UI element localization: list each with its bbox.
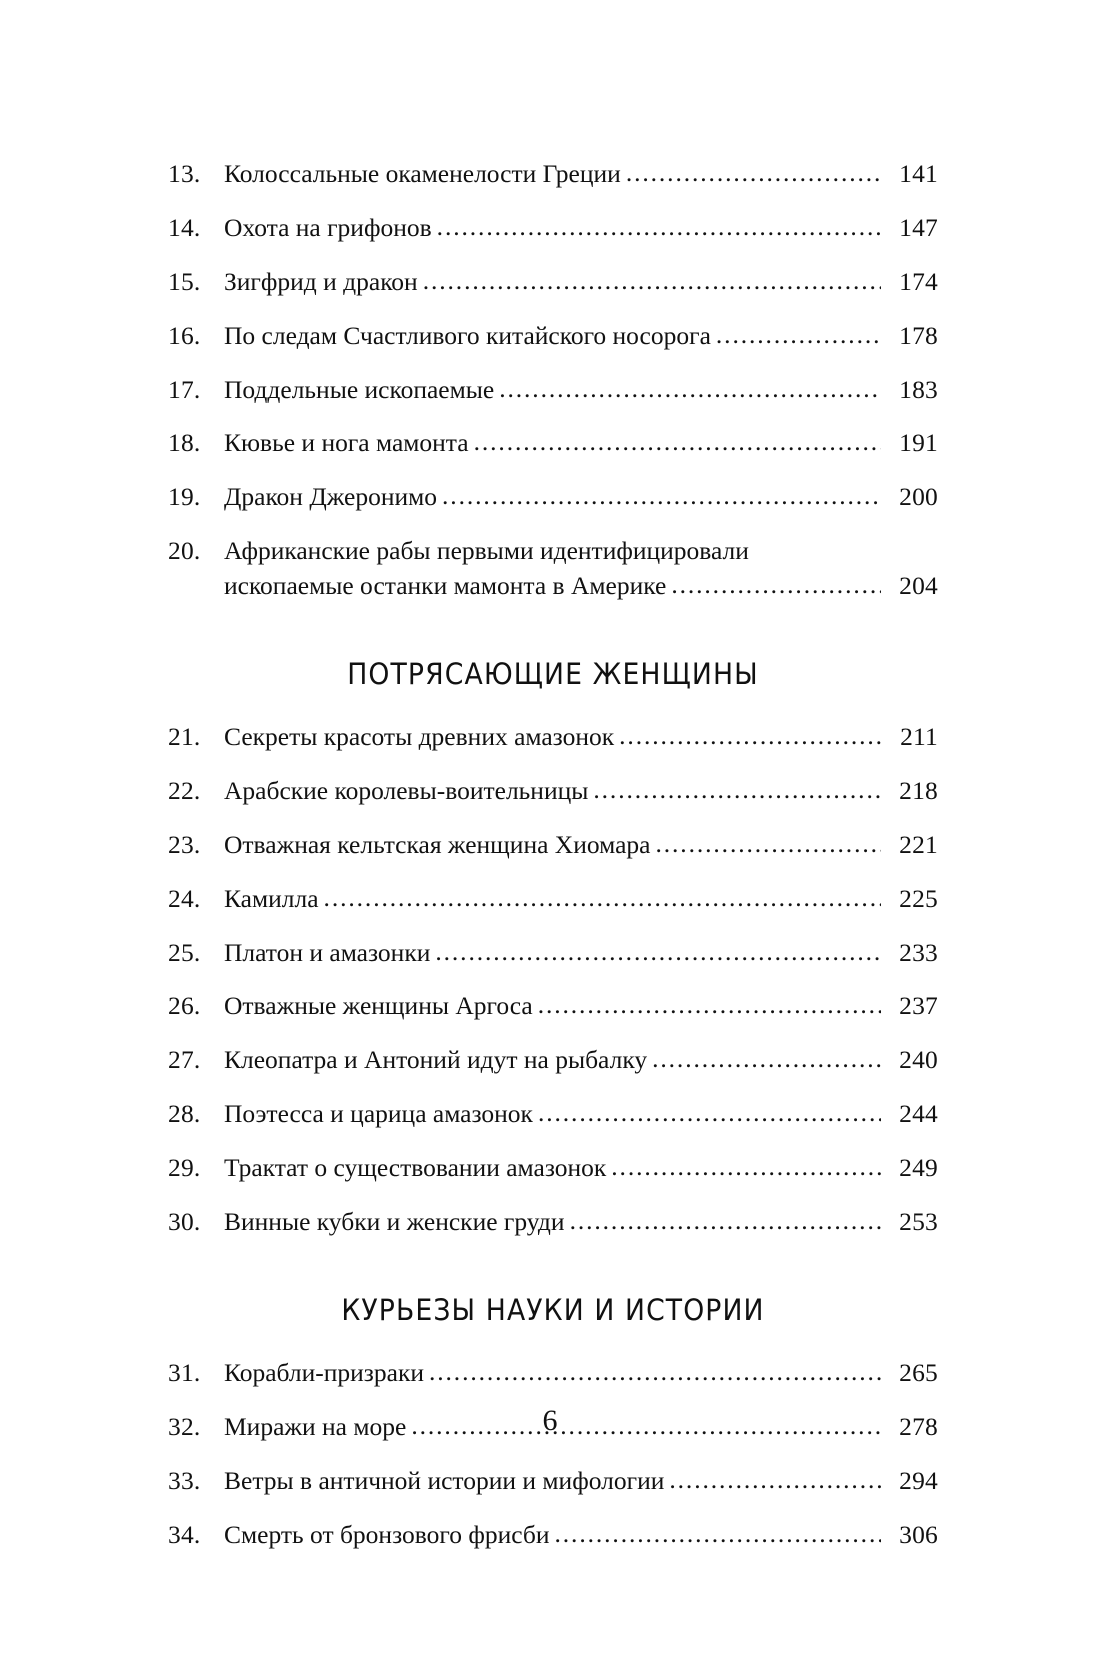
toc-entry-page: 237 — [899, 991, 938, 1021]
page-folio: 6 — [542, 1404, 558, 1437]
toc-entry-title: Секреты красоты древних амазонок — [224, 722, 615, 752]
dot-leader — [423, 265, 881, 298]
toc-entry-number: 31. — [168, 1357, 201, 1387]
toc-entry-title: Винные кубки и женские груди — [224, 1207, 565, 1237]
dot-leader — [437, 211, 881, 244]
toc-entry-title: Колоссальные окаменелости Греции — [224, 159, 621, 188]
toc-entry-page: 211 — [900, 722, 938, 752]
toc-entry-title: Отважные женщины Аргоса — [224, 991, 533, 1021]
toc-entry-page: 178 — [899, 320, 938, 350]
toc-entry-page: 278 — [899, 1411, 938, 1441]
toc-entry-line — [224, 158, 938, 191]
toc-entry-title: Дракон Джеронимо — [224, 482, 438, 512]
toc-entry-body — [224, 427, 938, 460]
toc-entry[interactable] — [168, 721, 938, 754]
toc-entry[interactable] — [168, 883, 938, 916]
dot-leader — [626, 157, 881, 190]
toc-entry-body — [224, 721, 938, 754]
toc-entry-body — [224, 481, 938, 514]
toc-entry[interactable] — [168, 1152, 938, 1185]
toc-entry-line — [224, 266, 938, 299]
toc-entry-line — [224, 1044, 938, 1077]
toc-entry-body — [224, 829, 938, 862]
toc-entry-body — [224, 1098, 938, 1131]
dot-leader — [669, 1464, 881, 1497]
toc-entry-line — [224, 1152, 938, 1185]
toc-entry-title: Трактат о существовании амазонок — [224, 1153, 607, 1183]
toc-entry[interactable] — [168, 1044, 938, 1077]
toc-entry[interactable] — [168, 775, 938, 808]
toc-entry-number: 33. — [168, 1465, 201, 1495]
toc-entry[interactable] — [168, 374, 938, 407]
toc-entry-line — [224, 721, 938, 754]
toc-entry[interactable] — [168, 212, 938, 245]
toc-entry-number: 29. — [168, 1153, 201, 1183]
toc-entry-body — [224, 320, 938, 353]
toc-entry-body — [224, 158, 938, 191]
toc-entry-number: 34. — [168, 1519, 201, 1549]
toc-entry-line — [224, 775, 938, 808]
toc-group-3 — [168, 1357, 938, 1552]
toc-entry-number: 24. — [168, 883, 201, 913]
toc-entry-body — [224, 212, 938, 245]
toc-entry-line — [224, 374, 938, 407]
toc-entry-title: Ветры в античной истории и мифологии — [224, 1465, 665, 1495]
toc-entry-number: 15. — [168, 266, 201, 296]
toc-entry-page: 253 — [899, 1207, 938, 1237]
toc-entry-page: 204 — [899, 571, 938, 601]
toc-entry-body — [224, 937, 938, 970]
toc-entry[interactable] — [168, 1357, 938, 1390]
toc-entry-page: 233 — [899, 937, 938, 967]
dot-leader — [619, 720, 881, 753]
toc-entry-page: 294 — [899, 1465, 938, 1495]
dot-leader — [499, 373, 881, 406]
toc-entry[interactable] — [168, 1465, 938, 1498]
dot-leader — [555, 1518, 882, 1551]
toc-entry[interactable] — [168, 158, 938, 191]
toc-entry-title: ископаемые останки мамонта в Америке — [224, 571, 667, 601]
toc-entry-page: 244 — [899, 1099, 938, 1129]
toc-entry-title: Поэтесса и царица амазонок — [224, 1099, 533, 1129]
toc-entry-body — [224, 266, 938, 299]
section-heading-potryasayushchie-zhenshchiny: ПОТРЯСАЮЩИЕ ЖЕНЩИНЫ — [347, 657, 759, 692]
toc-entry-title: Корабли-призраки — [224, 1357, 424, 1387]
toc-entry[interactable] — [168, 1206, 938, 1239]
toc-entry-title: Охота на грифонов — [224, 212, 432, 242]
toc-entry-number: 32. — [168, 1411, 201, 1441]
toc-entry-page: 147 — [899, 212, 938, 242]
toc-entry-page: 200 — [899, 482, 938, 512]
dot-leader — [442, 480, 881, 513]
toc-entry-line — [224, 427, 938, 460]
toc-entry-number: 25. — [168, 937, 201, 967]
toc-entry-number: 14. — [168, 212, 201, 242]
toc-entry-line — [224, 481, 938, 514]
toc-entry-number: 22. — [168, 775, 201, 805]
toc-entry-page: 174 — [899, 266, 938, 296]
toc-entry-body — [224, 1357, 938, 1390]
toc-entry-body — [224, 1206, 938, 1239]
toc-entry-page: 221 — [899, 829, 938, 859]
toc-entry-page: 225 — [899, 883, 938, 913]
toc-entry[interactable] — [168, 1519, 938, 1552]
toc-entry[interactable] — [168, 937, 938, 970]
toc-entry-body — [224, 374, 938, 407]
toc-entry-title: Зигфрид и дракон — [224, 266, 418, 296]
toc-entry-title: По следам Счастливого китайского носорога — [224, 320, 711, 350]
toc-entry-number: 16. — [168, 320, 201, 350]
toc-group-1 — [168, 158, 938, 603]
dot-leader — [655, 828, 881, 861]
toc-entry-line — [224, 829, 938, 862]
toc-entry-page: 240 — [899, 1045, 938, 1075]
toc-entry-line — [224, 1357, 938, 1390]
toc-entry[interactable] — [168, 481, 938, 514]
toc-entry-number: 17. — [168, 374, 201, 404]
toc-entry-title: Смерть от бронзового фрисби — [224, 1519, 550, 1549]
toc-entry-page: 218 — [899, 775, 938, 805]
dot-leader — [435, 936, 881, 969]
toc-group-2 — [168, 721, 938, 1239]
toc-entry[interactable] — [168, 427, 938, 460]
toc-entry-number: 30. — [168, 1207, 201, 1237]
dot-leader — [324, 882, 881, 915]
toc-entry-title: Отважная кельтская женщина Хиомара — [224, 829, 651, 859]
toc-entry-body — [224, 1465, 938, 1498]
toc-entry-page: 141 — [899, 159, 938, 188]
toc-entry-page: 183 — [899, 374, 938, 404]
dot-leader — [671, 569, 881, 602]
dot-leader — [570, 1205, 881, 1238]
dot-leader — [474, 426, 881, 459]
toc-entry-line — [224, 883, 938, 916]
toc-entry[interactable] — [168, 1098, 938, 1131]
toc-entry-line — [224, 212, 938, 245]
toc-entry-body — [224, 775, 938, 808]
toc-entry-line — [224, 320, 938, 353]
section-heading-kuryezy-nauki-i-istorii: КУРЬЕЗЫ НАУКИ И ИСТОРИИ — [341, 1292, 765, 1327]
toc-entry-number: 20. — [168, 536, 201, 566]
toc-entry-page: 249 — [899, 1153, 938, 1183]
toc-entry-title: Платон и амазонки — [224, 937, 431, 967]
toc-entry-title: Поддельные ископаемые — [224, 374, 495, 404]
toc-entry[interactable] — [168, 829, 938, 862]
toc-entry-title: Арабские королевы-воительницы — [224, 775, 589, 805]
toc-entry-title-line-1: Африканские рабы первыми идентифицировали — [224, 536, 749, 566]
toc-entry[interactable] — [168, 990, 938, 1023]
toc-entry-number: 19. — [168, 482, 201, 512]
toc-entry-body — [224, 1152, 938, 1185]
toc-entry[interactable] — [168, 535, 938, 603]
toc-entry-number: 23. — [168, 829, 201, 859]
toc-entry-body — [224, 990, 938, 1023]
dot-leader — [538, 989, 881, 1022]
dot-leader — [611, 1151, 881, 1184]
toc-entry-number: 27. — [168, 1045, 201, 1075]
toc-entry-line — [224, 1206, 938, 1239]
toc-entry-title: Камилла — [224, 883, 319, 913]
toc-entry-body — [224, 1519, 938, 1552]
toc-entry[interactable] — [168, 320, 938, 353]
toc-entry-page: 306 — [899, 1519, 938, 1549]
toc-entry-number: 28. — [168, 1099, 201, 1129]
toc-entry-line — [224, 1519, 938, 1552]
toc-entry-line — [224, 1465, 938, 1498]
dot-leader — [652, 1043, 881, 1076]
toc-entry-line — [224, 570, 938, 603]
toc-entry-body — [224, 1044, 938, 1077]
toc-entry-number: 21. — [168, 722, 201, 752]
dot-leader — [538, 1097, 881, 1130]
toc-entry-body — [224, 535, 938, 603]
toc-entry-number: 26. — [168, 991, 201, 1021]
toc-entry-body — [224, 883, 938, 916]
toc-entry-number: 18. — [168, 428, 201, 458]
toc-entry-title: Кювье и нога мамонта — [224, 428, 469, 458]
dot-leader — [716, 319, 881, 352]
toc-entry-line — [224, 1098, 938, 1131]
toc-entry-line — [224, 937, 938, 970]
dot-leader — [593, 774, 881, 807]
toc-entry-page: 265 — [899, 1357, 938, 1387]
toc-entry-line — [224, 990, 938, 1023]
dot-leader — [429, 1356, 881, 1389]
toc-entry-title: Миражи на море — [224, 1411, 407, 1441]
toc-entry-page: 191 — [899, 428, 938, 458]
toc-entry-number: 13. — [168, 159, 201, 188]
toc-entry[interactable] — [168, 266, 938, 299]
toc-content — [168, 158, 938, 1572]
toc-entry-title: Клеопатра и Антоний идут на рыбалку — [224, 1045, 648, 1075]
